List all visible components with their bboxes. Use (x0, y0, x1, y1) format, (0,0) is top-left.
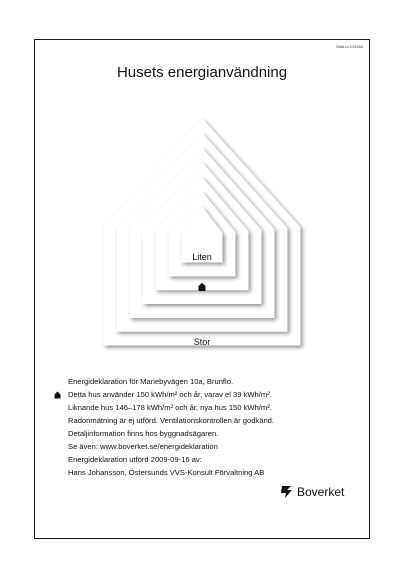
house-scale-graphic (35, 40, 369, 370)
document-id: Dekl.id 215184 (336, 44, 363, 49)
boverket-logo (280, 485, 344, 499)
small-label: Liten (192, 252, 212, 262)
house-marker-icon (54, 391, 61, 399)
declaration-info (68, 375, 364, 479)
page-title: Husets energianvändning (116, 64, 288, 81)
info-line: Energideklaration utförd 2009-09-16 av: (68, 455, 202, 464)
info-line: Energideklaration för Mariebyvägen 10a, Brunflo. (68, 377, 234, 386)
info-line: Hans Johansson, Östersunds VVS-Konsult Förvaltning AB (68, 468, 265, 477)
info-line: Detta hus använder 150 kWh/m² och år, varav el 39 kWh/m². (68, 390, 272, 399)
info-line: Se även: www.boverket.se/energideklaration (68, 442, 218, 451)
energy-declaration-page (34, 39, 370, 539)
info-line: Liknande hus 146–178 kWh/m² och år, nya hus 150 kWh/m². (68, 403, 272, 412)
info-line-marked (68, 388, 364, 401)
logo-text: Boverket (297, 485, 345, 499)
boverket-logo-icon (280, 485, 294, 499)
large-label: Stor (193, 337, 211, 347)
info-line: Detaljinformation finns hos byggnadsägaren. (68, 429, 219, 438)
info-line: Radonmätning är ej utförd. Ventilationskontrollen är godkänd. (68, 416, 275, 425)
